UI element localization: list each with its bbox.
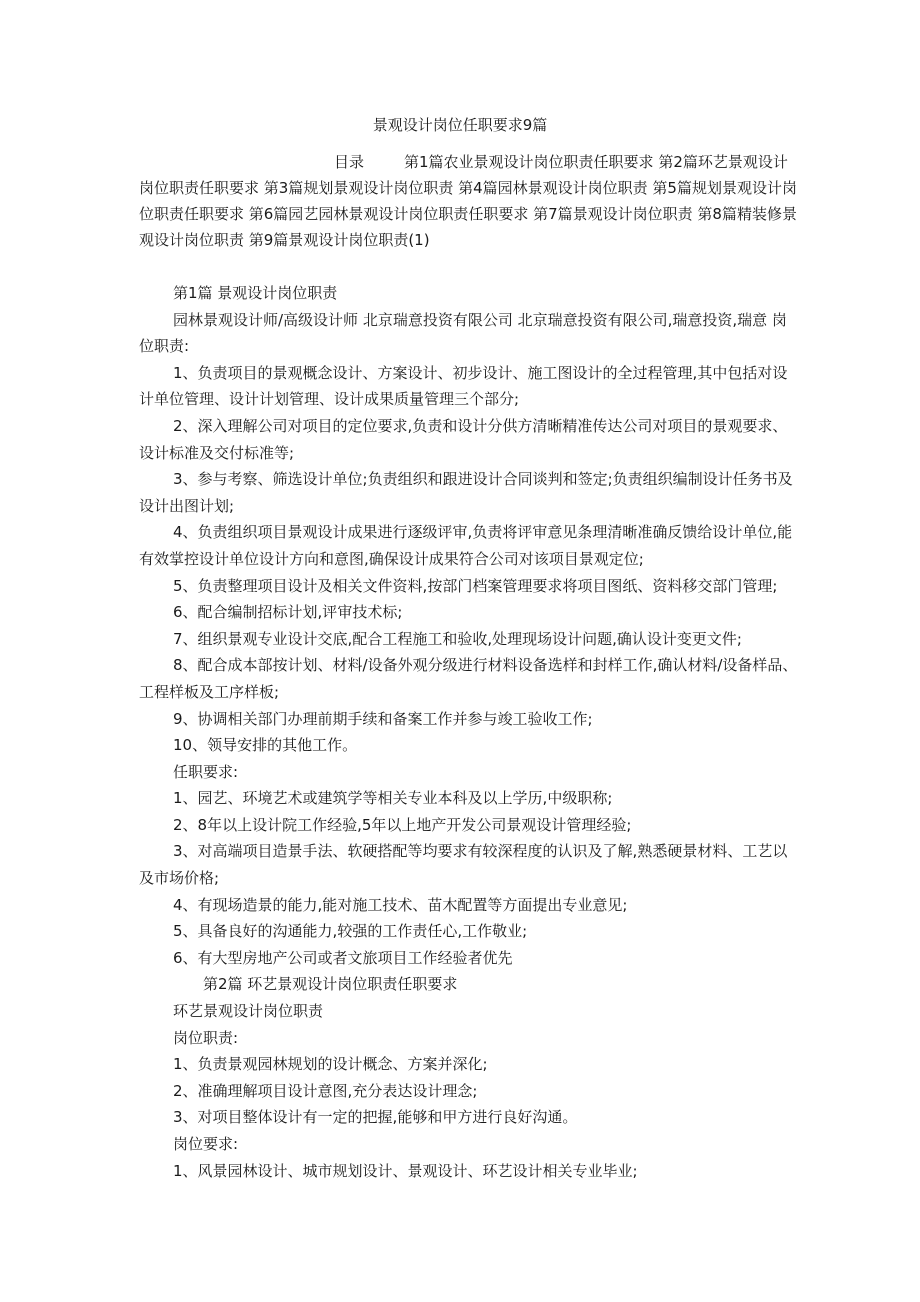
paragraph: 1、园艺、环境艺术或建筑学等相关专业本科及以上学历,中级职称; <box>173 789 613 808</box>
paragraph: 4、有现场造景的能力,能对施工技术、苗木配置等方面提出专业意见; <box>173 895 628 914</box>
paragraph: 2、深入理解公司对项目的定位要求,负责和设计分供方清晰精准传达公司对项目的景观要求、设计标准及交付标准等; <box>139 416 788 462</box>
paragraph: 7、组织景观专业设计交底,配合工程施工和验收,处理现场设计问题,确认设计变更文件; <box>173 629 742 648</box>
paragraph: 园林景观设计师/高级设计师 北京瑞意投资有限公司 北京瑞意投资有限公司,瑞意投资,瑞意 岗位职责: <box>139 310 787 356</box>
document-title: 景观设计岗位任职要求9篇 <box>372 116 548 134</box>
paragraph: 6、有大型房地产公司或者文旅项目工作经验者优先 <box>173 948 513 967</box>
paragraph: 1、风景园林设计、城市规划设计、景观设计、环艺设计相关专业毕业; <box>173 1161 638 1180</box>
paragraph: 环艺景观设计岗位职责 <box>173 1002 324 1021</box>
paragraph: 岗位要求: <box>173 1135 239 1153</box>
paragraph: 2、8年以上设计院工作经验,5年以上地产开发公司景观设计管理经验; <box>173 815 632 834</box>
paragraph: 1、负责景观园林规划的设计概念、方案并深化; <box>173 1055 488 1074</box>
paragraph: 8、配合成本部按计划、材料/设备外观分级进行材料设备选样和封样工作,确认材料/设备样品、工程样板及工序样板; <box>139 656 798 701</box>
paragraph: 任职要求: <box>173 762 239 781</box>
document-body <box>139 280 799 1184</box>
paragraph: 3、对项目整体设计有一定的把握,能够和甲方进行良好沟通。 <box>173 1108 578 1127</box>
paragraph: 1、负责项目的景观概念设计、方案设计、初步设计、施工图设计的全过程管理,其中包括对设计单位管理、设计计划管理、设计成果质量管理三个部分; <box>139 363 788 409</box>
paragraph: 5、具备良好的沟通能力,较强的工作责任心,工作敬业; <box>173 922 528 941</box>
paragraph: 3、对高端项目造景手法、软硬搭配等均要求有较深程度的认识及了解,熟悉硬景材料、工艺以及市场价格; <box>139 842 788 888</box>
paragraph: 岗位职责: <box>173 1028 239 1047</box>
table-of-contents <box>139 149 799 253</box>
toc-label: 目录 <box>334 153 365 171</box>
paragraph: 3、参与考察、筛选设计单位;负责组织和跟进设计合同谈判和签定;负责组织编制设计任务书及设计出图计划; <box>139 470 793 515</box>
section-heading: 第2篇 环艺景观设计岗位职责任职要求 <box>203 975 458 994</box>
section-heading: 第1篇 景观设计岗位职责 <box>173 284 338 302</box>
paragraph: 9、协调相关部门办理前期手续和备案工作并参与竣工验收工作; <box>173 709 593 728</box>
paragraph: 4、负责组织项目景观设计成果进行逐级评审,负责将评审意见条理清晰准确反馈给设计单位,能有效掌控设计单位设计方向和意图,确保设计成果符合公司对该项目景观定位; <box>139 523 793 568</box>
paragraph: 10、领导安排的其他工作。 <box>173 736 358 755</box>
paragraph: 5、负责整理项目设计及相关文件资料,按部门档案管理要求将项目图纸、资料移交部门管理; <box>173 576 778 595</box>
toc-entries: 第1篇农业景观设计岗位职责任职要求 第2篇环艺景观设计岗位职责任职要求 第3篇规划景观设计岗位职责 第4篇园林景观设计岗位职责 第5篇规划景观设计岗位职责任职要求 第6篇园艺园林景观设计岗位职责任职要求 第7篇景观设计岗位职责 第8篇精装修景观设计岗位职责 第9篇景观设计岗位职责(1) <box>139 153 797 249</box>
paragraph: 6、配合编制招标计划,评审技术标; <box>173 603 403 622</box>
paragraph: 2、准确理解项目设计意图,充分表达设计理念; <box>173 1081 478 1100</box>
